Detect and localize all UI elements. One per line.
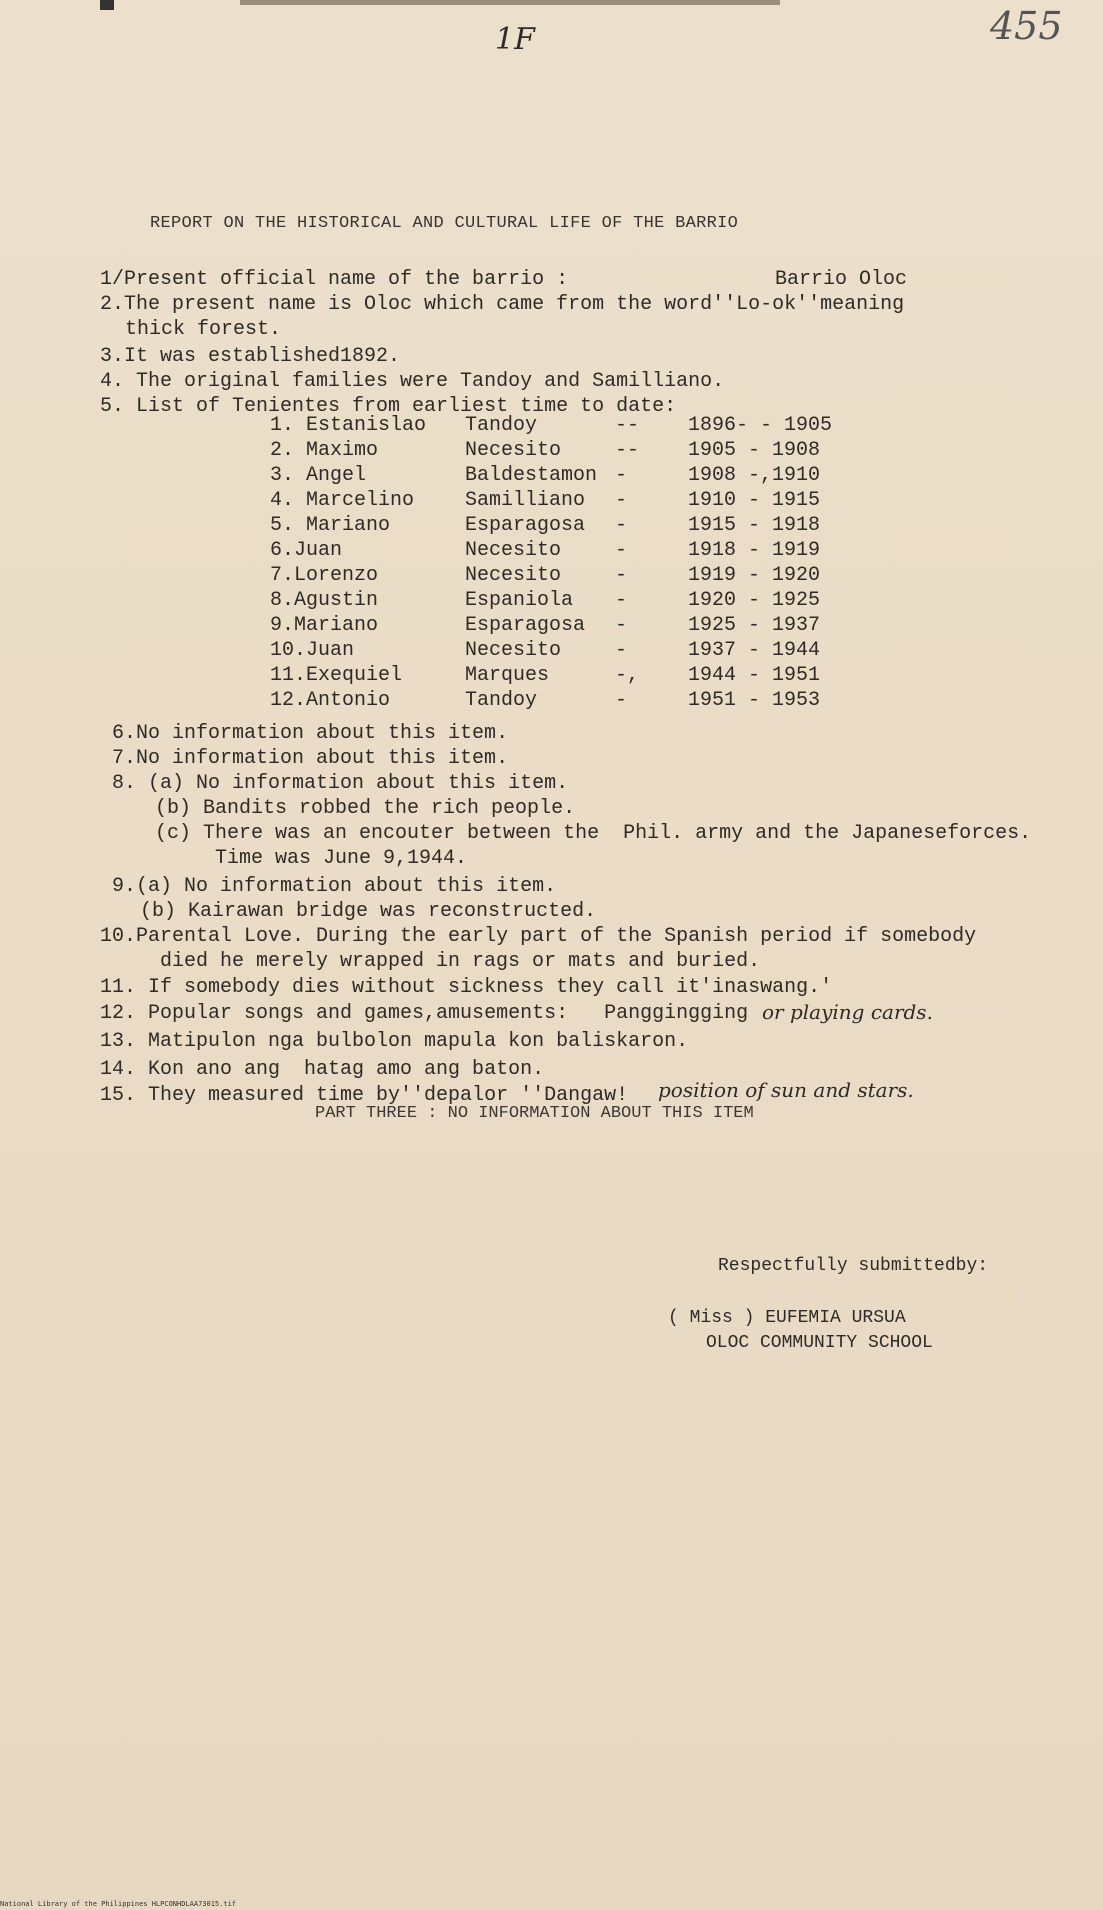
- item-9a: 9.(a) No information about this item.: [112, 875, 557, 898]
- handwritten-page-mark: 1F: [495, 22, 535, 57]
- submitter-name: ( Miss ) EUFEMIA URSUA: [668, 1308, 906, 1328]
- teniente-first-name: 7.Lorenzo: [270, 564, 379, 587]
- item-10: 10.Parental Love. During the early part of the Spanish period if somebody: [100, 925, 977, 948]
- item-2-cont: thick forest.: [125, 318, 282, 341]
- report-title: REPORT ON THE HISTORICAL AND CULTURAL LIFE OF THE BARRIO: [150, 214, 739, 233]
- item-10-cont: died he merely wrapped in rags or mats and buried.: [160, 950, 761, 973]
- item-9b: (b) Kairawan bridge was reconstructed.: [140, 900, 597, 923]
- teniente-surname: Esparagosa: [465, 614, 586, 637]
- item-1: 1/Present official name of the barrio :: [100, 268, 569, 291]
- item-3: 3.It was established1892.: [100, 345, 401, 368]
- teniente-surname: Necesito: [465, 639, 562, 662]
- closing-line: Respectfully submittedby:: [718, 1256, 989, 1276]
- teniente-dash: -: [615, 539, 628, 562]
- part-three-note: PART THREE : NO INFORMATION ABOUT THIS ITEM: [315, 1104, 754, 1123]
- teniente-first-name: 5. Mariano: [270, 514, 391, 537]
- item-8b: (b) Bandits robbed the rich people.: [155, 797, 576, 820]
- teniente-first-name: 11.Exequiel: [270, 664, 403, 687]
- item-8c: (c) There was an encouter between the Phil. army and the Japaneseforces.: [155, 822, 1032, 845]
- teniente-surname: Tandoy: [465, 689, 538, 712]
- teniente-years: 1905 - 1908: [688, 439, 821, 462]
- teniente-years: 1920 - 1925: [688, 589, 821, 612]
- teniente-surname: Espaniola: [465, 589, 574, 612]
- teniente-dash: -: [615, 614, 628, 637]
- item-15-handwritten-note: position of sun and stars.: [658, 1078, 914, 1102]
- teniente-dash: -: [615, 489, 628, 512]
- teniente-dash: -: [615, 639, 628, 662]
- item-14: 14. Kon ano ang hatag amo ang baton.: [100, 1058, 545, 1081]
- teniente-first-name: 4. Marcelino: [270, 489, 415, 512]
- teniente-years: 1896- - 1905: [688, 414, 833, 437]
- teniente-surname: Necesito: [465, 439, 562, 462]
- teniente-first-name: 12.Antonio: [270, 689, 391, 712]
- item-11: 11. If somebody dies without sickness they call it'inaswang.': [100, 976, 833, 999]
- teniente-surname: Necesito: [465, 564, 562, 587]
- top-edge-mark: [100, 0, 114, 10]
- teniente-years: 1937 - 1944: [688, 639, 821, 662]
- item-13: 13. Matipulon nga bulbolon mapula kon baliskaron.: [100, 1030, 689, 1053]
- teniente-dash: -,: [615, 664, 640, 687]
- handwritten-page-number: 455: [990, 4, 1063, 48]
- teniente-surname: Marques: [465, 664, 550, 687]
- top-edge-shadow: [240, 0, 780, 5]
- teniente-dash: --: [615, 439, 640, 462]
- teniente-dash: -: [615, 464, 628, 487]
- item-8a: 8. (a) No information about this item.: [112, 772, 569, 795]
- teniente-first-name: 8.Agustin: [270, 589, 379, 612]
- teniente-first-name: 1. Estanislao: [270, 414, 427, 437]
- school-name: OLOC COMMUNITY SCHOOL: [706, 1333, 933, 1353]
- teniente-surname: Samilliano: [465, 489, 586, 512]
- teniente-surname: Esparagosa: [465, 514, 586, 537]
- teniente-years: 1908 -,1910: [688, 464, 821, 487]
- teniente-years: 1915 - 1918: [688, 514, 821, 537]
- item-12-handwritten-note: or playing cards.: [762, 1000, 933, 1024]
- item-2: 2.The present name is Oloc which came from the word''Lo-ok''meaning: [100, 293, 905, 316]
- teniente-years: 1925 - 1937: [688, 614, 821, 637]
- archive-footer: National Library of the Philippines HLPCONHDLAA73015.tif: [0, 1900, 237, 1908]
- teniente-first-name: 6.Juan: [270, 539, 343, 562]
- teniente-years: 1919 - 1920: [688, 564, 821, 587]
- item-8c-date: Time was June 9,1944.: [215, 847, 468, 870]
- teniente-surname: Necesito: [465, 539, 562, 562]
- item-6: 6.No information about this item.: [112, 722, 509, 745]
- teniente-surname: Tandoy: [465, 414, 538, 437]
- item-15: 15. They measured time by''depalor ''Dangaw!: [100, 1084, 629, 1107]
- teniente-first-name: 3. Angel: [270, 464, 367, 487]
- item-12: 12. Popular songs and games,amusements: Panggingging: [100, 1002, 749, 1025]
- item-1-value: Barrio Oloc: [775, 268, 908, 291]
- teniente-surname: Baldestamon: [465, 464, 598, 487]
- teniente-dash: -: [615, 564, 628, 587]
- item-5: 5. List of Tenientes from earliest time to date:: [100, 395, 677, 418]
- teniente-dash: -: [615, 589, 628, 612]
- teniente-years: 1944 - 1951: [688, 664, 821, 687]
- teniente-first-name: 10.Juan: [270, 639, 355, 662]
- item-4: 4. The original families were Tandoy and Samilliano.: [100, 370, 725, 393]
- teniente-dash: --: [615, 414, 640, 437]
- item-7: 7.No information about this item.: [112, 747, 509, 770]
- teniente-dash: -: [615, 514, 628, 537]
- teniente-years: 1910 - 1915: [688, 489, 821, 512]
- teniente-first-name: 2. Maximo: [270, 439, 379, 462]
- teniente-dash: -: [615, 689, 628, 712]
- teniente-years: 1918 - 1919: [688, 539, 821, 562]
- teniente-years: 1951 - 1953: [688, 689, 821, 712]
- teniente-first-name: 9.Mariano: [270, 614, 379, 637]
